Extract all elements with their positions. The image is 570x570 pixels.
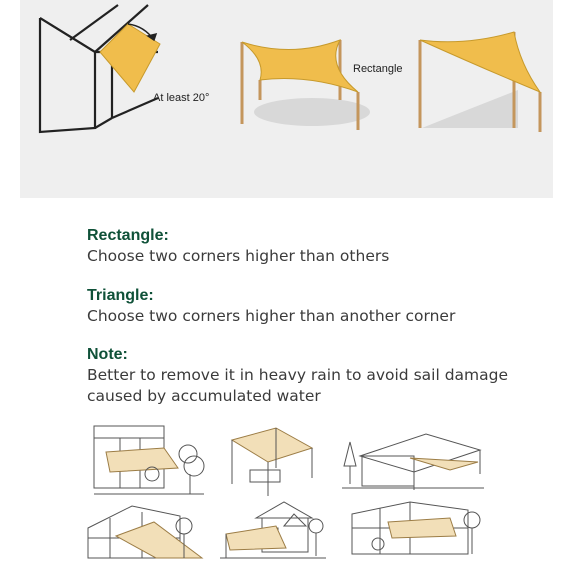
sketch-cottage	[220, 502, 326, 558]
rectangle-text: Choose two corners higher than others	[87, 247, 390, 265]
sketch-modern-house	[94, 426, 204, 494]
installation-diagram	[20, 0, 553, 198]
sketch-flat-roof-house	[352, 502, 480, 554]
note-section	[87, 345, 508, 407]
rectangle-label: Rectangle	[353, 63, 403, 75]
triangle-section	[87, 286, 455, 327]
sketch-cabin	[88, 506, 202, 558]
rectangle-heading: Rectangle:	[87, 227, 169, 244]
triangle-heading: Triangle:	[87, 287, 154, 304]
rectangle-section	[87, 226, 389, 267]
note-text-line-1: Better to remove it in heavy rain to avoid sail damage	[87, 366, 508, 384]
wall-sail	[100, 24, 160, 92]
sketch-pergola	[232, 428, 312, 496]
note-heading: Note:	[87, 346, 128, 363]
usage-sketches	[80, 418, 490, 568]
note-text-line-2: caused by accumulated water	[87, 387, 321, 405]
triangle-text: Choose two corners higher than another corner	[87, 307, 456, 325]
rectangle-sail-illustration	[242, 40, 370, 130]
triangle-sail-illustration	[420, 32, 540, 132]
installation-diagram-panel	[20, 0, 553, 198]
usage-sketch-gallery	[80, 418, 490, 568]
sketch-wide-house	[342, 434, 484, 490]
angle-label: At least 20°	[153, 92, 210, 104]
